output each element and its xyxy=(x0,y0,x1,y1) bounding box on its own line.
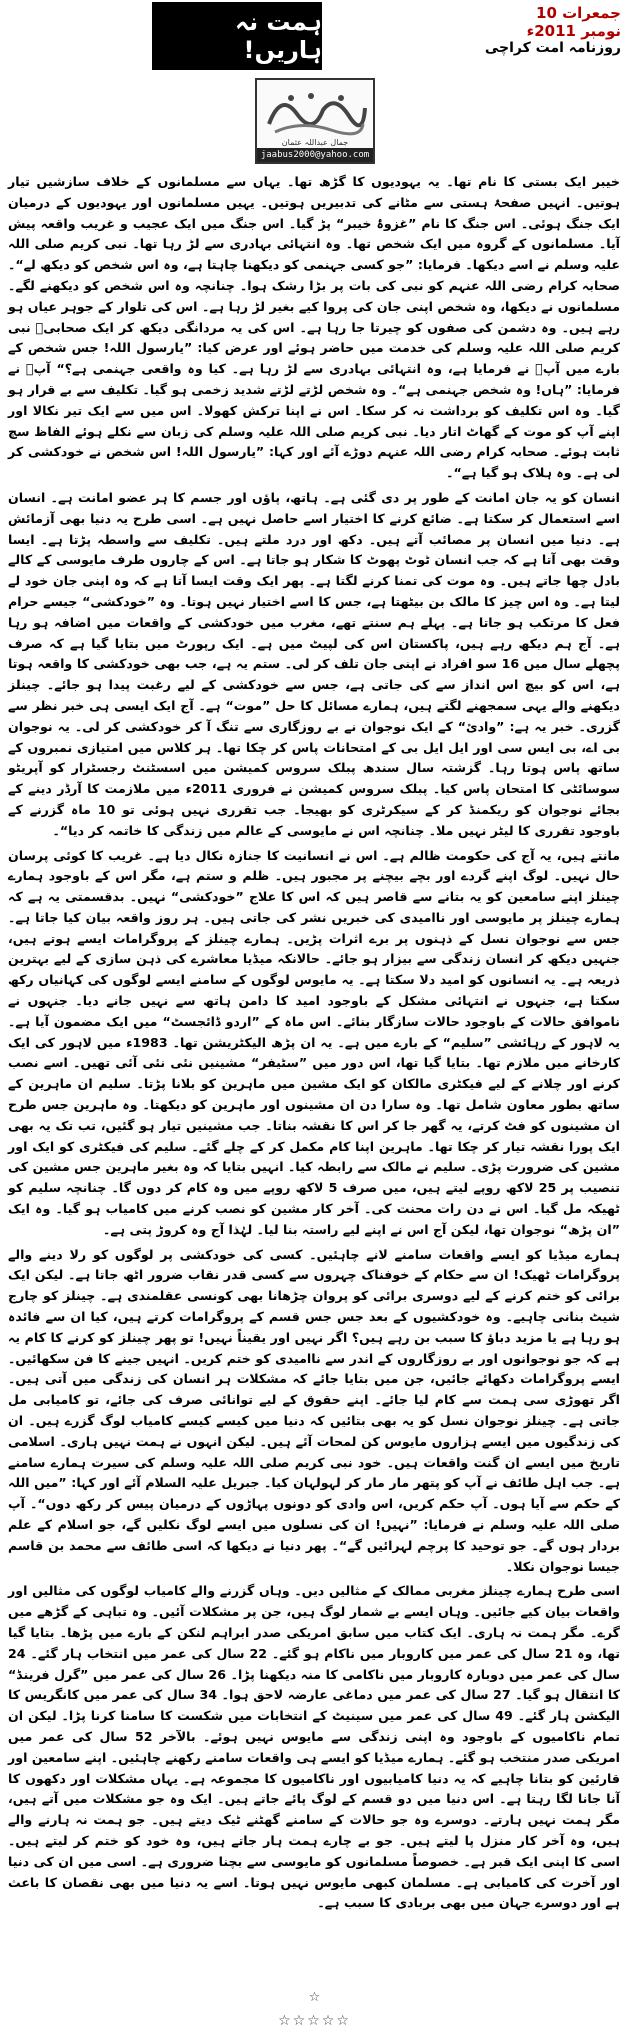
column-logo xyxy=(255,78,375,164)
author-email: jaabus2000@yahoo.com xyxy=(257,148,373,162)
end-star-mark: ☆ xyxy=(308,1990,321,2005)
article-body xyxy=(8,172,620,1918)
article-paragraph: مانتے ہیں، یہ آج کی حکومت ظالم ہے۔ اس نے انسانیت کا جنازہ نکال دیا ہے۔ غریب کا کوئی پرسان حال نہیں۔ لوگ اپنے گردے اور بچے بیچنے پر مجبور ہیں۔ ظلم و ستم ہے، مگر اس کے باوجود ہمارے چینلز اپنے سامعین کو یہ بتانے سے قاصر ہیں کہ اس کا علاج ”خودکشی“ نہیں۔ بدقسمتی یہ ہے کہ ہمارے چینلز پر مایوسی اور ناامیدی کی خبریں نشر کی جاتی ہیں۔ ہر روز واقعہ بیان کیا جاتا ہے۔ جس سے نوجوان نسل کے ذہنوں پر برے اثرات پڑیں۔ ہمارے چینلز کے پروگرامات ایسے ہوتے ہیں، جنہیں دیکھ کر انسان زندگی سے بیزار ہو جائے۔ حالانکہ میڈیا معاشرے کی ذہن سازی کے لیے بہترین ذریعہ ہے۔ یہ انسانوں کو امید دلا سکتا ہے۔ یہ مایوس لوگوں کے سامنے ایسے لوگوں کی کہانیاں رکھ سکتا ہے، جنہوں نے انتہائی مشکل کے باوجود امید کا دامن ہاتھ سے نہیں جانے دیا۔ جنہوں نے ناموافق حالات کے باوجود حالات سازگار بنائے۔ اس ماہ کے ”اردو ڈائجسٹ“ میں ایک مضمون آیا ہے۔ یہ لاہور کے رہائشی ”سلیم“ کے بارے میں ہے۔ یہ ان پڑھ الیکٹریشن تھا۔ 1983ء میں لاہور کی ایک کارخانے میں ملازم تھا۔ بتایا گیا تھا، اس دور میں ”سٹیفر“ مشینیں نئی نئی آئی تھیں۔ اسے نصب کرنے اور چلانے کے لیے فیکٹری مالکان کو ایک مشین میں ماہرین کو بلانا پڑتا۔ سلیم ان ماہرین کے ساتھ بطور معاون شامل تھا۔ وہ سارا دن ان مشینوں اور ماہرین کو دیکھتا۔ وہ ماہرین جس طرح ان مشینوں کو فٹ کرتے، یہ گھر جا کر اس کا نقشہ بناتا۔ جب مشینیں تیار ہو گئیں، تب تک یہ بھی ایک پورا نقشہ تیار کر چکا تھا۔ ماہرین اپنا کام مکمل کر کے چلے گئے۔ سلیم کی فیکٹری کو ایک اور مشین کی ضرورت پڑی۔ سلیم نے مالک سے رابطہ کیا۔ انہیں بتایا کہ وہ بغیر ماہرین جس مشین کی تنصیب پر 25 لاکھ روپے لیتے ہیں، میں صرف 5 لاکھ روپے میں وہ کام کر دوں گا۔ چنانچہ سلیم کو ٹھیکہ مل گیا۔ اس نے دن رات محنت کی۔ آخر کار مشین کو نصب کرنے میں کامیاب ہو گیا۔ وہ ایک ”ان پڑھ“ نوجوان تھا، لیکن آج اس نے اپنے لیے راستہ بنا لیا۔ لہٰذا آج وہ کروڑ پتی ہے۔ xyxy=(8,847,621,1237)
article-paragraph: خیبر ایک بستی کا نام تھا۔ یہ یہودیوں کا گڑھ تھا۔ یہاں سے مسلمانوں کے خلاف سازشیں تیار ہوتیں۔ انہیں صفحۂ ہستی سے مٹانے کی تدبیریں ہوتیں۔ یہیں مسلمانوں اور یہودیوں کے درمیان ایک جنگ ہوئی۔ اس جنگ کا نام ”غزوۂ خیبر“ پڑ گیا۔ اس جنگ میں ایک عجیب و غریب واقعہ پیش آیا۔ مسلمانوں کے گروہ میں ایک شخص تھا۔ وہ انتہائی بہادری سے لڑ رہا تھا۔ نبی کریم صلی اللہ علیہ وسلم نے اسے دیکھا۔ فرمایا: ”جو کسی جہنمی کو دیکھنا چاہتا ہے، وہ اس شخص کو دیکھ لے“۔ صحابہ کرام رضی اللہ عنہم کو نبی کی بات پر بڑا رشک ہوا۔ چنانچہ وہ اس شخص کو دیکھنے لگے۔ مسلمانوں نے دیکھا، وہ شخص اپنی جان کی پروا کیے بغیر لڑ رہا ہے۔ اس کی تلوار کے جوہر عیاں ہو رہے ہیں۔ وہ دشمن کی صفوں کو چیرتا جا رہا ہے۔ اس کی یہ مردانگی دیکھ کر ایک صحابیؓ نبی کریم صلی اللہ علیہ وسلم کی خدمت میں حاضر ہوئے اور عرض کیا: ”یارسول اللہ! جس شخص کے بارے میں آپؐ نے فرمایا ہے، وہ انتہائی بہادری سے لڑ رہا ہے۔ کیا وہ واقعی جہنمی ہے؟“ آپؐ نے فرمایا: ”ہاں! وہ شخص جہنمی ہے“۔ وہ شخص لڑتے لڑتے شدید زخمی ہو گیا۔ تکلیف سے بے قرار ہو گیا۔ وہ اس تکلیف کو برداشت نہ کر سکا۔ اس نے اپنا ترکش کھولا۔ اس میں سے ایک تیر نکالا اور اپنے آپ کو موت کے گھاٹ اتار دیا۔ نبی کریم صلی اللہ علیہ وسلم کی زبان سے نکلے ہوئے الفاظ سچ ثابت ہوئے۔ صحابہ کرام رضی اللہ عنہم دوڑے آئے اور کہا: ”یارسول اللہ! اس شخص نے خودکشی کر لی ہے۔ وہ ہلاک ہو گیا ہے“۔ xyxy=(8,174,620,481)
article-paragraph: ہمارے میڈیا کو ایسے واقعات سامنے لانے چاہئیں۔ کسی کی خودکشی پر لوگوں کو رلا دینے والے پروگرامات ٹھیک! ان سے حکام کے خوفناک چہروں سے کسی قدر نقاب ضرور اٹھ جاتا ہے۔ لیکن ایک برائی کو ختم کرنے کے لیے دوسری برائی کو پروان چڑھانا بھی کونسی عقلمندی ہے۔ چینلز کو چارج شیٹ بنانی چاہیے۔ وہ خودکشیوں کے بعد جس جس قسم کے پروگرامات کرتے ہیں، کیا ان سے فائدہ ہو رہا ہے یا مزید دباؤ کا سبب بن رہے ہیں؟ اگر نہیں اور یقیناً نہیں! تو پھر چینلز کو کرنے کا کام یہ ہے کہ جو نوجوانوں اور بے روزگاروں کے اندر سے ناامیدی کو ختم کریں۔ انہیں جینے کا فن سکھائیں۔ ایسے پروگرامات دکھائے جائیں، جن میں بتایا جائے کہ مشکلات ہر انسان کی زندگی میں آتی ہیں۔ اگر تھوڑی سی ہمت سے کام لیا جائے۔ اپنے حقوق کے لیے توانائی صرف کی جائے، تو کامیابی مل جاتی ہے۔ چینلز نوجوان نسل کو یہ بھی بتائیں کہ دنیا میں کیسے کیسے کامیاب لوگ گزرے ہیں۔ ان کی زندگیوں میں ایسے ہزاروں مایوس کن لمحات آئے ہیں۔ لیکن انہوں نے ہمت نہیں ہاری۔ اسلامی تاریخ میں ایسے ان گنت واقعات ہیں۔ خود نبی کریم صلی اللہ علیہ وسلم کی سیرت ہمارے سامنے ہے۔ جب اہل طائف نے آپ کو پتھر مار مار کر لہولہان کیا۔ جبریل علیہ السلام آئے اور کہا: ”میں اللہ کے حکم سے آیا ہوں۔ آپ حکم کریں، اس وادی کو دونوں پہاڑوں کے درمیان پیس کر رکھ دوں“۔ آپ صلی اللہ علیہ وسلم نے فرمایا: ”نہیں! ان کی نسلوں میں ایسے لوگ نکلیں گے، جو اسلام کے علم بردار ہوں گے۔ جو توحید کا پرچم لہرائیں گے“۔ پھر دنیا نے دیکھا کہ اسی طائف سے محمد بن قاسم جیسا نوجوان نکلا۔ xyxy=(8,1246,620,1574)
article-paragraph: انسان کو یہ جان امانت کے طور پر دی گئی ہے۔ ہاتھ، پاؤں اور جسم کا ہر عضو امانت ہے۔ انسان اسے استعمال کر سکتا ہے۔ ضائع کرنے کا اختیار اسے حاصل نہیں ہے۔ اسی طرح یہ دنیا بھی آزمائش ہے۔ دنیا میں انسان پر مصائب آتے ہیں۔ دکھ اور درد ملتے ہیں۔ تکلیف سے واسطہ پڑتا ہے۔ ایسا وقت بھی آتا ہے کہ جب انسان ٹوٹ پھوٹ کا شکار ہو جاتا ہے۔ اس کے چاروں طرف مایوسی کے کالے بادل چھا جاتے ہیں۔ وہ موت کی تمنا کرنے لگتا ہے۔ پھر ایک وقت ایسا آتا ہے کہ وہ اپنی جان خود لے لیتا ہے۔ وہ اس چیز کا مالک بن بیٹھتا ہے، جس کا اسے اختیار نہیں ہوتا۔ وہ ”خودکشی“ جیسے حرام فعل کا مرتکب ہو جاتا ہے۔ پہلے ہم سنتے تھے، مغرب میں خودکشی کے واقعات میں اضافہ ہو رہا ہے۔ آج ہم دیکھ رہے ہیں، پاکستان اس کی لپیٹ میں ہے۔ ایک رپورٹ میں بتایا گیا ہے کہ صرف پچھلے سال میں 16 سو افراد نے اپنی جان تلف کر لی۔ ستم یہ ہے، جب بھی خودکشی کا واقعہ ہوتا ہے، اس کو بیچ اس انداز سے کی جاتی ہے، جس سے خودکشی کے لیے رغبت پیدا ہو جائے۔ چینلز دیکھنے والے یہی سمجھنے لگتے ہیں، ہمارے مسائل کا حل ”موت“ ہے۔ آج ایک ایسی ہی خبر نظر سے گزری۔ خبر یہ ہے: ”وادیٔ“ کے ایک نوجوان نے بے روزگاری سے تنگ آ کر خودکشی کر لی۔ یہ نوجوان بی اے، بی ایس سی اور ایل ایل بی کے امتحانات پاس کر چکا تھا۔ ہر کلاس میں امتیازی نمبروں کے ساتھ پاس ہوتا رہا۔ گزشتہ سال سندھ پبلک سروس کمیشن میں اسسٹنٹ رجسٹرار کو آپریٹو سوسائٹی کا امتحان پاس کیا۔ پبلک سروس کمیشن نے فروری 2011ء میں ملازمت کا آرڈر دینے کے بجائے نوجوان کو ریکمنڈ کر کے سیکرٹری کو بھیجا۔ جب تقرری نہیں ہوئی تو 10 ماہ گزرنے کے باوجود تقرری کا لیٹر نہیں ملا۔ چنانچہ اس نے مایوسی کے عالم میں زندگی کا خاتمہ کر دیا“۔ xyxy=(8,489,620,838)
end-star-row: ☆☆☆☆☆ xyxy=(278,2013,351,2029)
publication-date: جمعرات 10 نومبر 2011ء xyxy=(526,4,621,40)
newspaper-source: روزنامہ امت کراچی xyxy=(484,40,621,56)
column-author: جمال عبداللہ عثمان xyxy=(281,138,349,147)
article-paragraph: اسی طرح ہمارے چینلز مغربی ممالک کے مثالیں دیں۔ وہاں گزرنے والے کامیاب لوگوں کی مثالیں اور واقعات بیان کیے جائیں۔ وہاں ایسے بے شمار لوگ ہیں، جن پر مشکلات آئیں۔ وہ تباہی کے گڑھے میں گرے۔ مگر ہمت نہ ہاری۔ ایک کتاب میں سابق امریکی صدر ابراہم لنکن کے بارے میں پڑھا۔ بتایا گیا تھا، وہ 21 سال کی عمر میں کاروبار میں ناکام ہو گئے۔ 22 سال کی عمر میں انتخاب ہار گئے۔ 24 سال کی عمر میں دوبارہ کاروبار میں ناکامی کا منہ دیکھنا پڑا۔ 26 سال کی عمر میں ”گرل فرینڈ“ کا انتقال ہو گیا۔ 27 سال کی عمر میں دماغی عارضہ لاحق ہوا۔ 34 سال کی عمر میں کانگریس کا الیکشن ہار گئے۔ 49 سال کی عمر میں سینیٹ کے انتخابات میں شکست کا سامنا کرنا پڑا۔ لیکن ان تمام ناکامیوں کے باوجود وہ اپنی زندگی سے مایوس نہیں ہوئے۔ بالآخر 52 سال کی عمر میں امریکی صدر منتخب ہو گئے۔ ہمارے میڈیا کو ایسے ہی واقعات سامنے رکھنے چاہئیں۔ اپنے سامعین اور قارئین کو بتانا چاہیے کہ یہ دنیا کامیابیوں اور ناکامیوں کا مجموعہ ہے۔ یہاں مشکلات اور دکھوں کا آنا جانا لگا رہتا ہے۔ اس دنیا میں دو قسم کے لوگ پائے جاتے ہیں۔ ایک وہ جو مشکلات میں آتے ہیں، مگر ہمت نہیں ہارتے۔ دوسرے وہ جو حالات کے سامنے گھٹنے ٹیک دیتے ہیں۔ جو ہمت نہ ہارنے والے ہیں، وہ آخر کار منزل پا لیتے ہیں۔ جو بے چارے ہمت ہار جاتے ہیں، وہ خود کو ختم کر لیتے ہیں۔ اسی کا اپنی ایک قبر ہے۔ خصوصاً مسلمانوں کو مایوسی سے بچنا ضروری ہے۔ اسی میں ان کی دنیا اور آخرت کی کامیابی ہے۔ مسلمان کبھی مایوس نہیں ہوتا۔ اسے یہ دنیا میں بھی نقصان کا باعث ہے اور دوسرے جہان میں بھی بربادی کا سبب ہے۔ xyxy=(8,1583,620,1911)
column-logo-calligraphy-icon xyxy=(261,84,369,140)
headline: ہمت نہ ہاریں! xyxy=(152,2,322,70)
